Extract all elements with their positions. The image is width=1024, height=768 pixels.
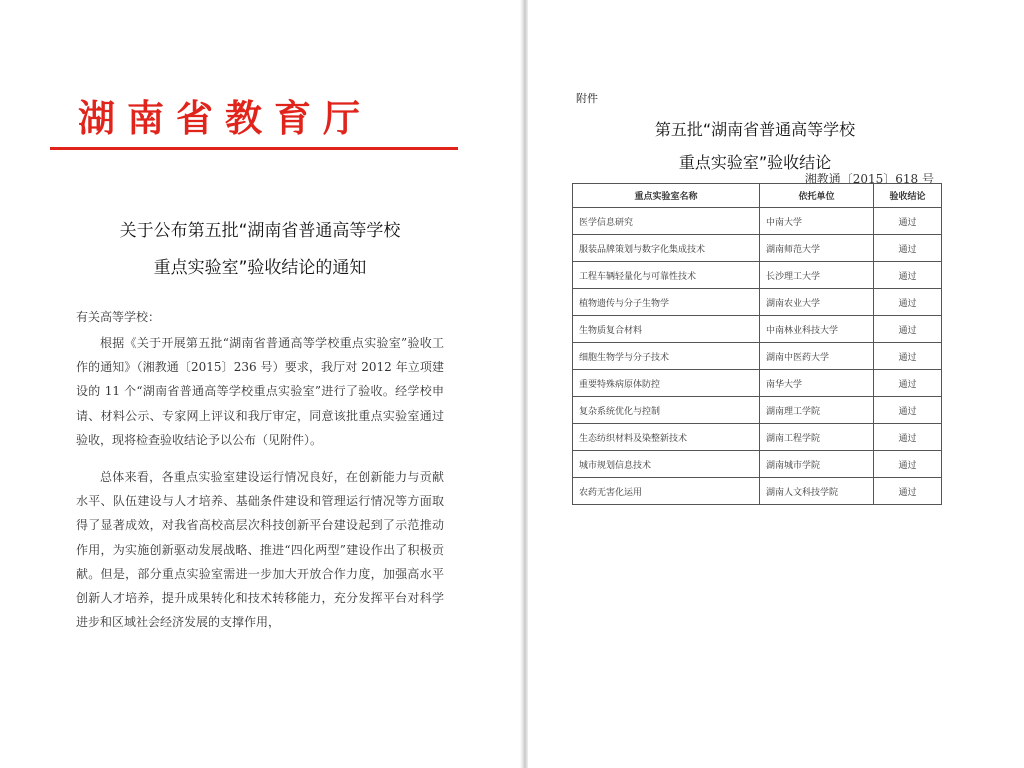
masthead-red-rule [50, 147, 458, 150]
result-cell: 通过 [874, 316, 942, 343]
host-unit-cell: 湖南中医药大学 [760, 343, 874, 370]
host-unit-cell: 中南大学 [760, 208, 874, 235]
lab-name-cell: 城市规划信息技术 [573, 451, 760, 478]
body-paragraph-2: 总体来看，各重点实验室建设运行情况良好，在创新能力与贡献水平、队伍建设与人才培养、基础条件建设和管理运行情况等方面取得了显著成效，对我省高校高层次科技创新平台建设起到了示范推动作用，为实施创新驱动发展战略、推进“四化两型”建设作出了积极贡献。但是，部分重点实验室需进一步加大开放合作力度，加强高水平创新人才培养，提升成果转化和技术转移能力，充分发挥平台对科学进步和区域社会经济发展的支撑作用， [76, 470, 444, 630]
result-cell: 通过 [874, 343, 942, 370]
lab-name-cell: 植物遗传与分子生物学 [573, 289, 760, 316]
lab-name-cell: 细胞生物学与分子技术 [573, 343, 760, 370]
host-unit-cell: 长沙理工大学 [760, 262, 874, 289]
acceptance-results-table [572, 183, 942, 505]
lab-name-cell: 工程车辆轻量化与可靠性技术 [573, 262, 760, 289]
salutation: 有关高等学校： [76, 310, 161, 324]
result-cell: 通过 [874, 397, 942, 424]
lab-name-cell: 重要特殊病原体防控 [573, 370, 760, 397]
notice-title-line-2: 重点实验室”验收结论的通知 [153, 258, 367, 278]
result-cell: 通过 [874, 208, 942, 235]
table-row [573, 370, 942, 397]
lab-name-cell: 医学信息研究 [573, 208, 760, 235]
table-row [573, 289, 942, 316]
host-unit-cell: 南华大学 [760, 370, 874, 397]
table-row [573, 397, 942, 424]
attachment-title-line-2: 重点实验室”验收结论 [678, 153, 832, 172]
result-cell: 通过 [874, 478, 942, 505]
host-unit-cell: 湖南工程学院 [760, 424, 874, 451]
host-unit-cell: 湖南城市学院 [760, 451, 874, 478]
table-row [573, 424, 942, 451]
document-number: 湘教通〔2015〕618 号 [804, 172, 934, 186]
result-cell: 通过 [874, 235, 942, 262]
result-cell: 通过 [874, 262, 942, 289]
table-header-row [573, 184, 942, 208]
header-result: 验收结论 [874, 184, 942, 208]
table-row [573, 478, 942, 505]
result-cell: 通过 [874, 370, 942, 397]
lab-name-cell: 生态纺织材料及染整新技术 [573, 424, 760, 451]
header-host-unit: 依托单位 [760, 184, 874, 208]
masthead-title: 湖南省教育厅 [78, 97, 372, 140]
host-unit-cell: 湖南农业大学 [760, 289, 874, 316]
attachment-title-line-1: 第五批“湖南省普通高等学校 [654, 120, 856, 139]
result-cell: 通过 [874, 289, 942, 316]
table-row [573, 316, 942, 343]
lab-name-cell: 生物质复合材料 [573, 316, 760, 343]
lab-name-cell: 农药无害化运用 [573, 478, 760, 505]
lab-name-cell: 服装品牌策划与数字化集成技术 [573, 235, 760, 262]
table-row [573, 262, 942, 289]
table-row [573, 451, 942, 478]
attachment-label: 附件 [576, 92, 598, 105]
host-unit-cell: 湖南人文科技学院 [760, 478, 874, 505]
host-unit-cell: 湖南师范大学 [760, 235, 874, 262]
table-row [573, 208, 942, 235]
table-row [573, 235, 942, 262]
header-lab-name: 重点实验室名称 [573, 184, 760, 208]
result-cell: 通过 [874, 451, 942, 478]
host-unit-cell: 中南林业科技大学 [760, 316, 874, 343]
host-unit-cell: 湖南理工学院 [760, 397, 874, 424]
page-divider [520, 0, 528, 768]
table-row [573, 343, 942, 370]
notice-title-line-1: 关于公布第五批“湖南省普通高等学校 [119, 221, 401, 241]
lab-name-cell: 复杂系统优化与控制 [573, 397, 760, 424]
result-cell: 通过 [874, 424, 942, 451]
body-paragraph-1: 根据《关于开展第五批“湖南省普通高等学校重点实验室”验收工作的通知》（湘教通〔2015〕236 号）要求，我厅对 2012 年立项建设的 11 个“湖南省普通高等学校重点实验室”进行了验收。经学校申请、材料公示、专家网上评议和我厅审定，同意该批重点实验室通过验收，现将检查验收结论予以公布（见附件）。 [76, 336, 444, 447]
